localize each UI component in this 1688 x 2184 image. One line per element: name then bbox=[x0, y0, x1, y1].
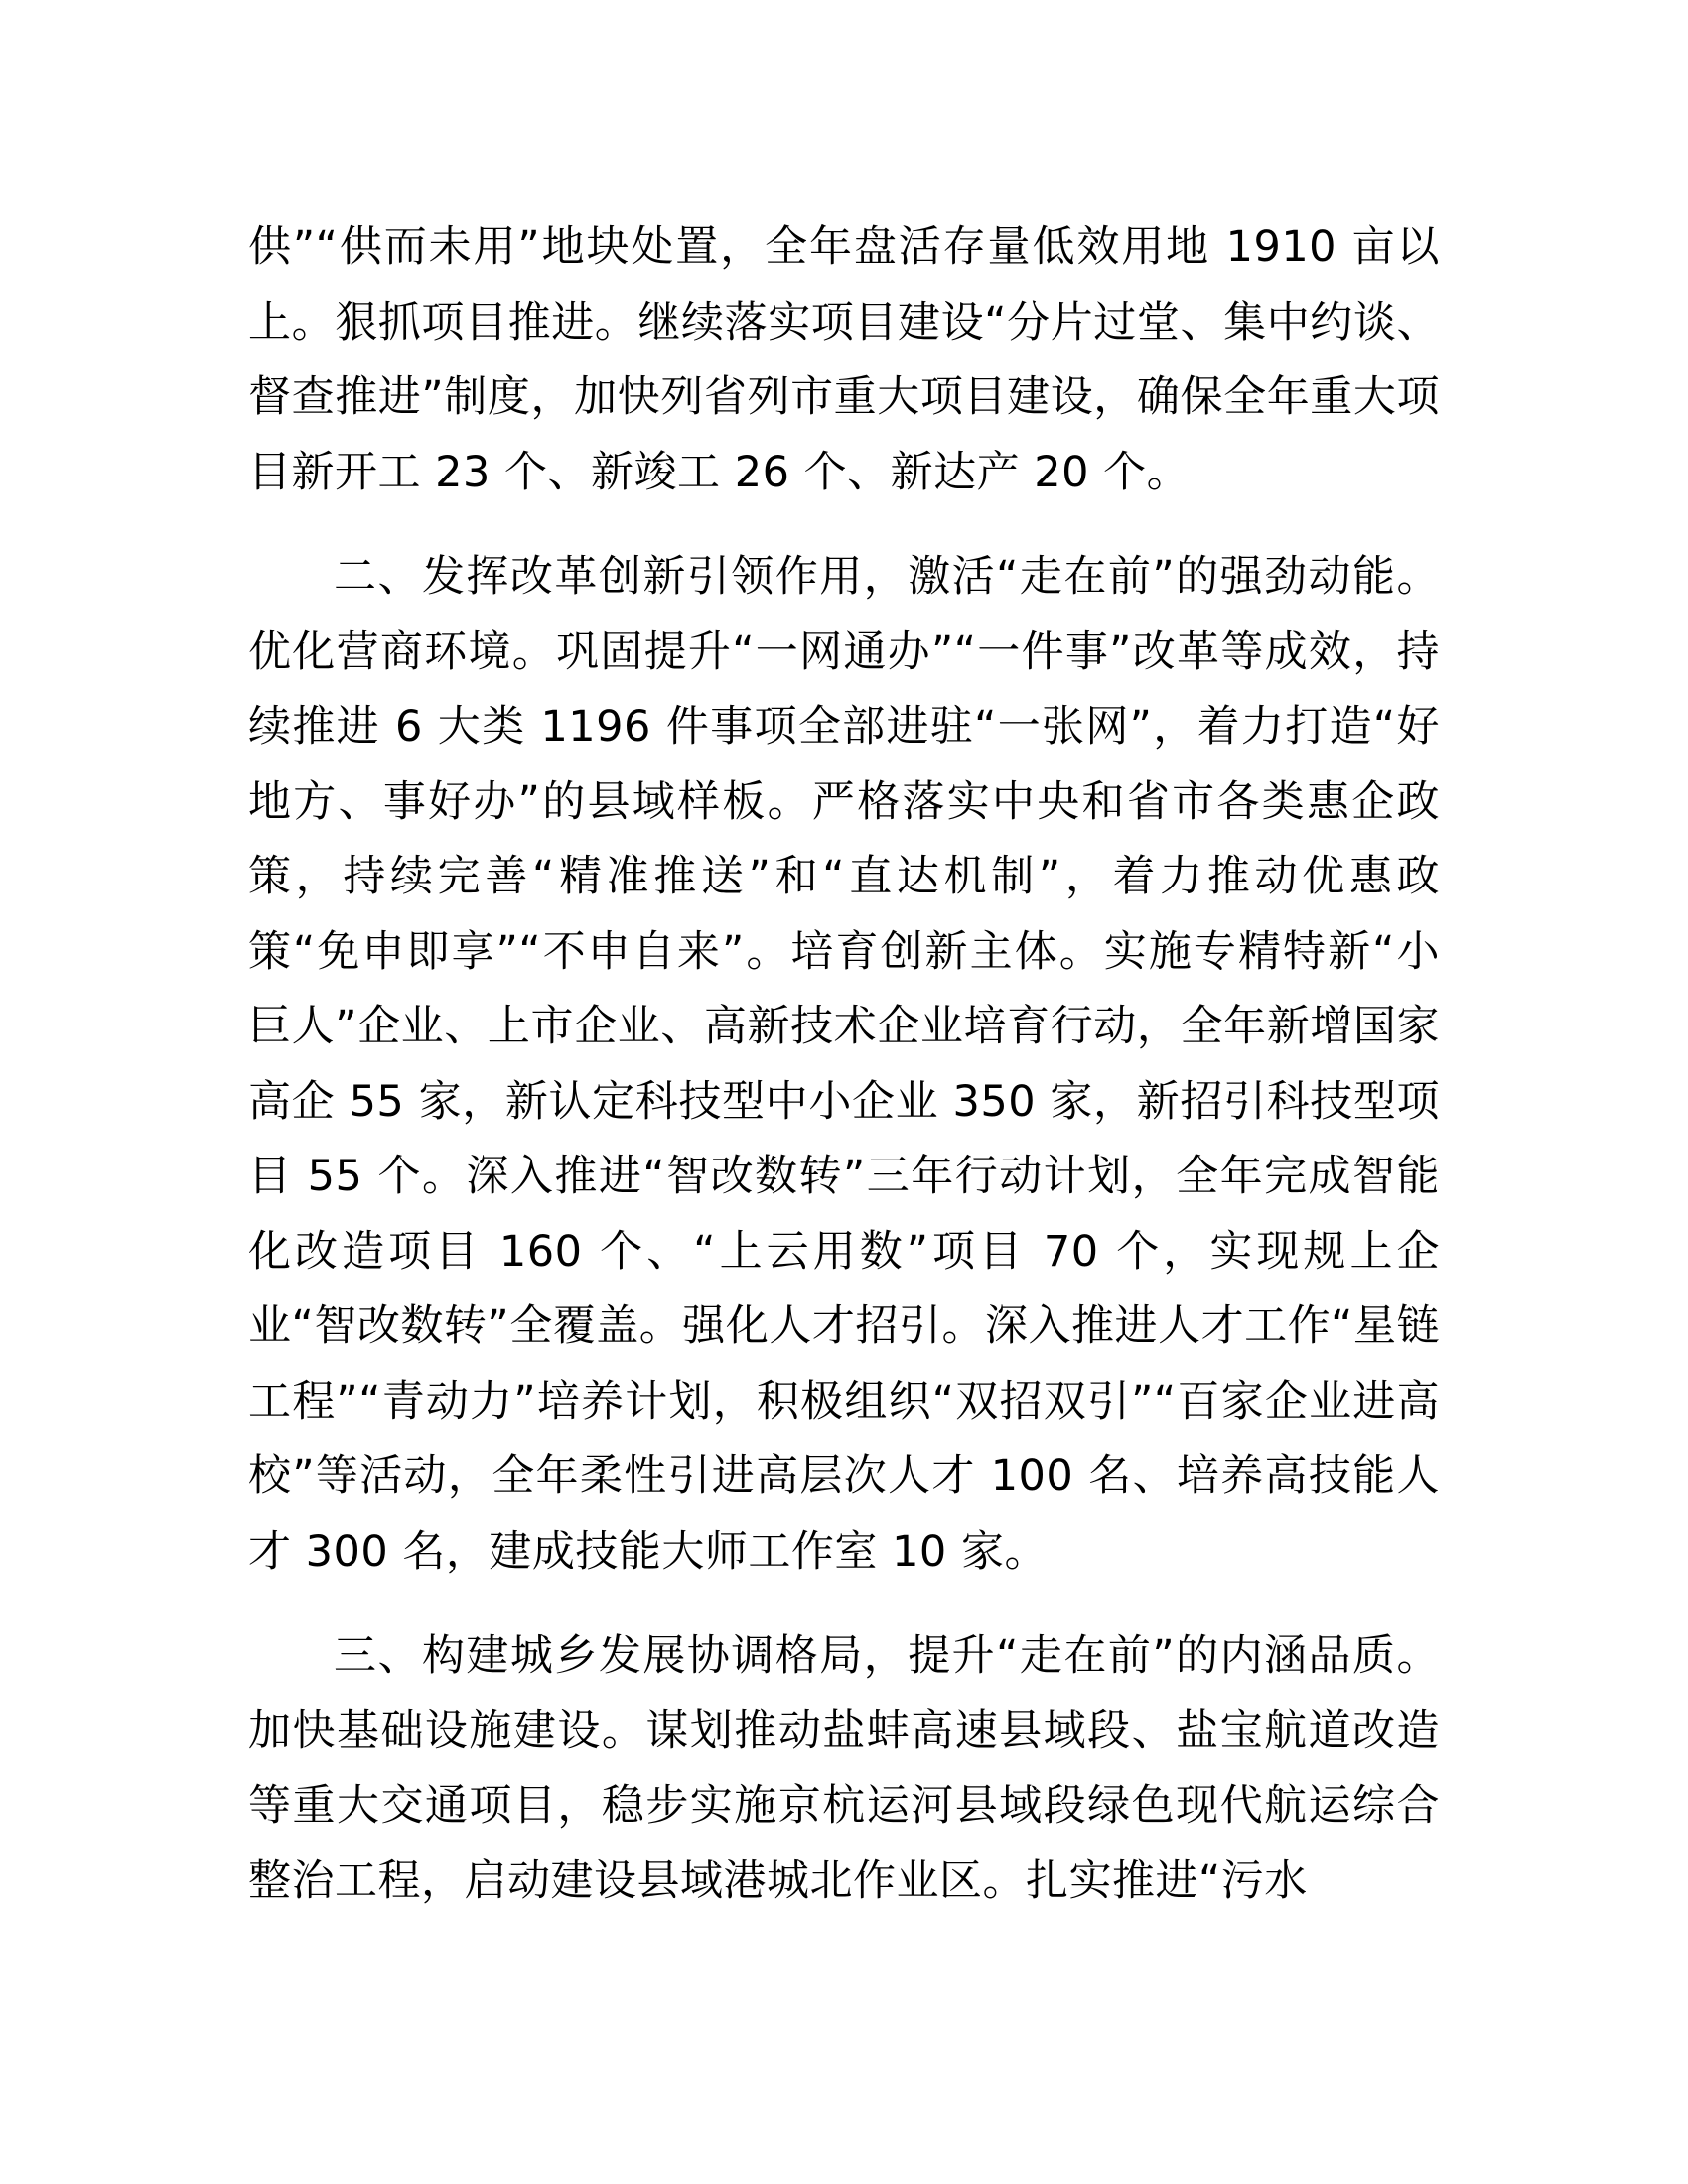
paragraph-continuation: 供”“供而未用”地块处置，全年盘活存量低效用地 1910 亩以上。狠抓项目推进。继续落实项目建设“分片过堂、集中约谈、督查推进”制度，加快列省列市重大项目建设，确保全年重大项目新开工 23 个、新竣工 26 个、新达产 20 个。 bbox=[248, 222, 1440, 497]
paragraph-section-3-urban-rural: 三、构建城乡发展协调格局，提升“走在前”的内涵品质。加快基础设施建设。谋划推动盐蚌高速县域段、盐宝航道改造等重大交通项目，稳步实施京杭运河县域段绿色现代航运综合整治工程，启动建设县域港城北作业区。扎实推进“污水 bbox=[248, 1631, 1440, 1906]
paragraph-section-2-reform-innovation: 二、发挥改革创新引领作用，激活“走在前”的强劲动能。优化营商环境。巩固提升“一网通办”“一件事”改革等成效，持续推进 6 大类 1196 件事项全部进驻“一张网”，着力打造“好地方、事好办”的县域样板。严格落实中央和省市各类惠企政策，持续完善“精准推送”和“直达机制”，着力推动优惠政策“免申即享”“不申自来”。培育创新主体。实施专精特新“小巨人”企业、上市企业、高新技术企业培育行动，全年新增国家高企 55 家，新认定科技型中小企业 350 家，新招引科技型项目 55 个。深入推进“智改数转”三年行动计划，全年完成智能化改造项目 160 个、“上云用数”项目 70 个，实现规上企业“智改数转”全覆盖。强化人才招引。深入推进人才工作“星链工程”“青动力”培养计划，积极组织“双招双引”“百家企业进高校”等活动，全年柔性引进高层次人才 100 名、培养高技能人才 300 名，建成技能大师工作室 10 家。 bbox=[248, 552, 1440, 1576]
document-page bbox=[248, 210, 1440, 1919]
